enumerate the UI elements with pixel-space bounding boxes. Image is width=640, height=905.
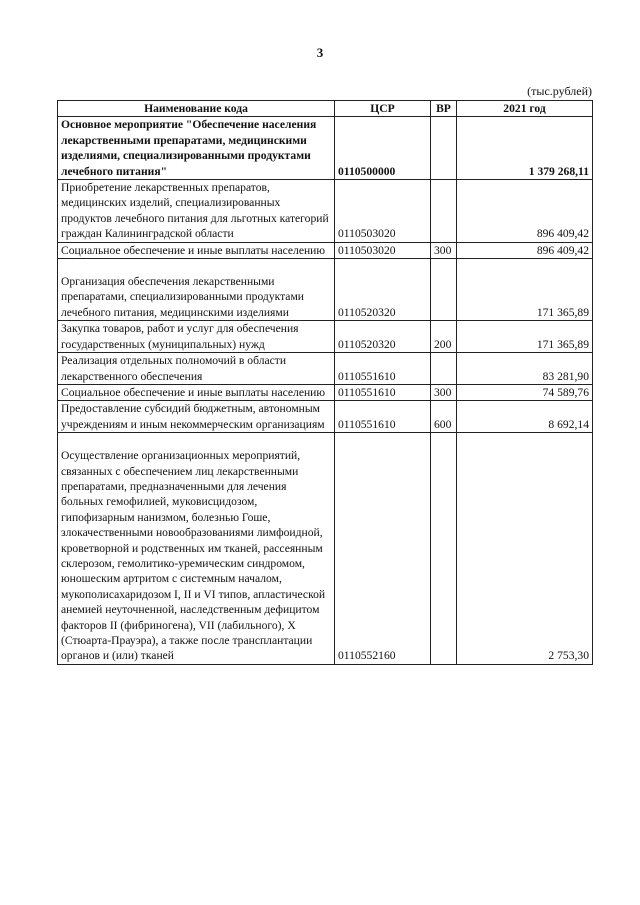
row-amount: 171 365,89 <box>457 259 593 321</box>
row-name-cell <box>58 433 335 665</box>
row-vr <box>431 117 457 180</box>
row-csr: 0110520320 <box>335 259 431 321</box>
page-number: 3 <box>316 45 324 60</box>
header-vr: ВР <box>431 101 457 117</box>
row-csr: 0110500000 <box>335 117 431 180</box>
row-csr: 0110552160 <box>335 433 431 665</box>
table-header-row <box>58 101 593 117</box>
table-row <box>58 433 593 665</box>
row-vr <box>431 353 457 385</box>
row-csr: 0110503020 <box>335 242 431 258</box>
table-row <box>58 401 593 433</box>
table-row <box>58 353 593 385</box>
row-vr: 600 <box>431 401 457 433</box>
row-name: Социальное обеспечение и иные выплаты населению <box>58 384 335 400</box>
row-csr: 0110551610 <box>335 353 431 385</box>
budget-table <box>57 100 593 665</box>
row-amount: 2 753,30 <box>457 433 593 665</box>
row-name: Закупка товаров, работ и услуг для обеспечения государственных (муниципальных) нужд <box>58 321 335 353</box>
row-vr: 300 <box>431 384 457 400</box>
row-name-cell <box>58 259 335 321</box>
row-csr: 0110520320 <box>335 321 431 353</box>
header-name: Наименование кода <box>58 101 335 117</box>
row-name: Реализация отдельных полномочий в области лекарственного обеспечения <box>58 353 335 385</box>
row-csr: 0110551610 <box>335 384 431 400</box>
table-row <box>58 180 593 243</box>
row-amount: 8 692,14 <box>457 401 593 433</box>
row-csr: 0110503020 <box>335 180 431 243</box>
row-name: Основное мероприятие "Обеспечение населения лекарственными препаратами, медицинскими изделиями, специализированными продуктами лечебного питания" <box>58 117 335 180</box>
row-name: Социальное обеспечение и иные выплаты населению <box>58 242 335 258</box>
row-amount: 171 365,89 <box>457 321 593 353</box>
row-name: Осуществление организационных мероприятий, связанных с обеспечением лиц лекарственными препаратами, предназначенными для лечения больных гемофилией, муковисцидозом, гипофизарным нанизмом, болезнью Гоше, злокачественными новообразованиями лимфоидной, кроветворной и родственных им тканей, рассеянным склерозом, гемолитико-уремическим синдромом, юношеским артритом с системным началом, мукополисахаридозом I, II и VI типов, апластической анемией неуточненной, наследственным дефицитом факторов II (фибриногена), VII (лабильного), X (Стюарта-Прауэра), а также после трансплантации органов и (или) тканей <box>61 449 326 663</box>
row-name: Организация обеспечения лекарственными препаратами, специализированными продуктами лечебного питания, медицинскими изделиями <box>61 275 304 319</box>
units-label: (тыс.рублей) <box>527 84 592 98</box>
row-amount: 1 379 268,11 <box>457 117 593 180</box>
row-amount: 83 281,90 <box>457 353 593 385</box>
row-csr: 0110551610 <box>335 401 431 433</box>
table-row <box>58 321 593 353</box>
header-csr: ЦСР <box>335 101 431 117</box>
row-vr: 200 <box>431 321 457 353</box>
row-amount: 896 409,42 <box>457 180 593 243</box>
row-amount: 896 409,42 <box>457 242 593 258</box>
table-row <box>58 259 593 321</box>
table-row <box>58 117 593 180</box>
row-vr <box>431 180 457 243</box>
table-row <box>58 384 593 400</box>
row-amount: 74 589,76 <box>457 384 593 400</box>
row-name: Предоставление субсидий бюджетным, автономным учреждениям и иным некоммерческим организациям <box>58 401 335 433</box>
header-year: 2021 год <box>457 101 593 117</box>
row-vr <box>431 433 457 665</box>
row-vr <box>431 259 457 321</box>
row-name: Приобретение лекарственных препаратов, медицинских изделий, специализированных продуктов лечебного питания для льготных категорий граждан Калининградской области <box>58 180 335 243</box>
row-vr: 300 <box>431 242 457 258</box>
table-row <box>58 242 593 258</box>
